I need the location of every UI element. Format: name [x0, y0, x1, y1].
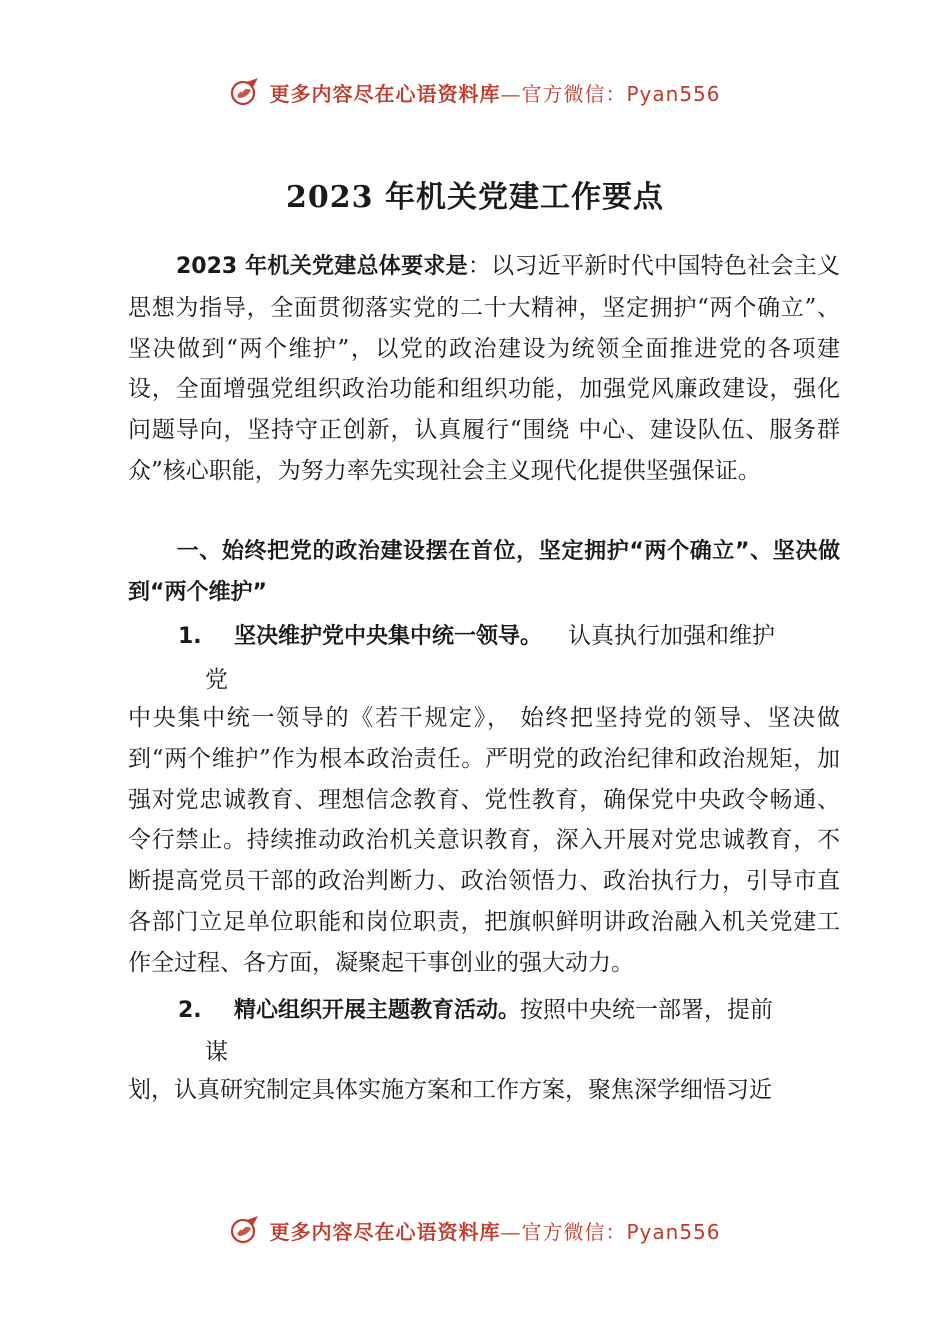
- item-2-first-text: 按照中央统一部署，提前: [520, 997, 774, 1023]
- footer-watermark: [0, 1210, 950, 1250]
- section-heading-1: [128, 532, 840, 614]
- item-2-heading: 精心组织开展主题教育活动。: [234, 998, 521, 1023]
- intro-paragraph: [128, 246, 840, 492]
- watermark-separator: —: [500, 1219, 522, 1244]
- item-2-continuation: 划，认真研究制定具体实施方案和工作方案，聚焦深学细悟习近: [128, 1077, 772, 1103]
- item-1-first-text: 认真执行加强和维护: [568, 623, 776, 649]
- watermark-text: [269, 1216, 720, 1245]
- item-1-wrapped-char: 党: [205, 667, 228, 693]
- watermark-text: [269, 78, 720, 107]
- document-title: 2023 年机关党建工作要点: [286, 180, 664, 215]
- item-2-number: 2.: [178, 998, 202, 1023]
- watermark-wechat-id: Pyan556: [626, 1219, 721, 1244]
- watermark-wechat-id: Pyan556: [626, 81, 721, 106]
- watermark-label: 官方微信：: [521, 81, 627, 106]
- item-1-continuation: 中央集中统一领导的《若干规定》， 始终把坚持党的领导、坚决做到“两个维护”作为根本政治责任。严明党的政治纪律和政治规矩，加强对党忠诚教育、理想信念教育、党性教育，确保党中央政令畅通、令行禁止。持续推动政治机关意识教育，深入开展对党忠诚教育，不断提高党员干部的政治判断力、政治领悟力、政治执行力，引导市直各部门立足单位职能和岗位职责，把旗帜鲜明讲政治融入机关党建工作全过程、各方面，凝聚起干事创业的强大动力。: [128, 705, 840, 976]
- item-2-wrapped-char: 谋: [205, 1039, 228, 1065]
- watermark-brand: 更多内容尽在心语资料库: [269, 81, 501, 106]
- item-1-first-line: [178, 616, 840, 657]
- watermark-separator: —: [500, 81, 522, 106]
- item-1-heading: 坚决维护党中央集中统一领导。: [234, 624, 543, 649]
- intro-body: ：以习近平新时代中国特色社会主义思想为指导，全面贯彻落实党的二十大精神，坚定拥护“两个确立”、坚决做到“两个维护”，以党的政治建设为统领全面推进党的各项建设，全面增强党组织政治功能和组织功能，加强党风廉政建设，强化问题导向，坚持守正创新，认真履行“围绕 中心、建设队伍、服务群众”核心职能，为努力率先实现社会主义现代化提供坚强保证。: [128, 253, 841, 484]
- section-heading-1-text: 一、始终把党的政治建设摆在首位，坚定拥护“两个确立”、坚决做到“两个维护”: [128, 539, 840, 605]
- item-2-first-line: [178, 990, 840, 1031]
- watermark-brand: 更多内容尽在心语资料库: [269, 1219, 501, 1244]
- intro-lead: 2023 年机关党建总体要求是: [176, 254, 468, 279]
- watermark-label: 官方微信：: [521, 1219, 627, 1244]
- item-1-number: 1.: [178, 624, 202, 649]
- seal-logo-icon: [229, 1214, 261, 1246]
- header-watermark: [0, 72, 950, 112]
- seal-logo-icon: [229, 76, 261, 108]
